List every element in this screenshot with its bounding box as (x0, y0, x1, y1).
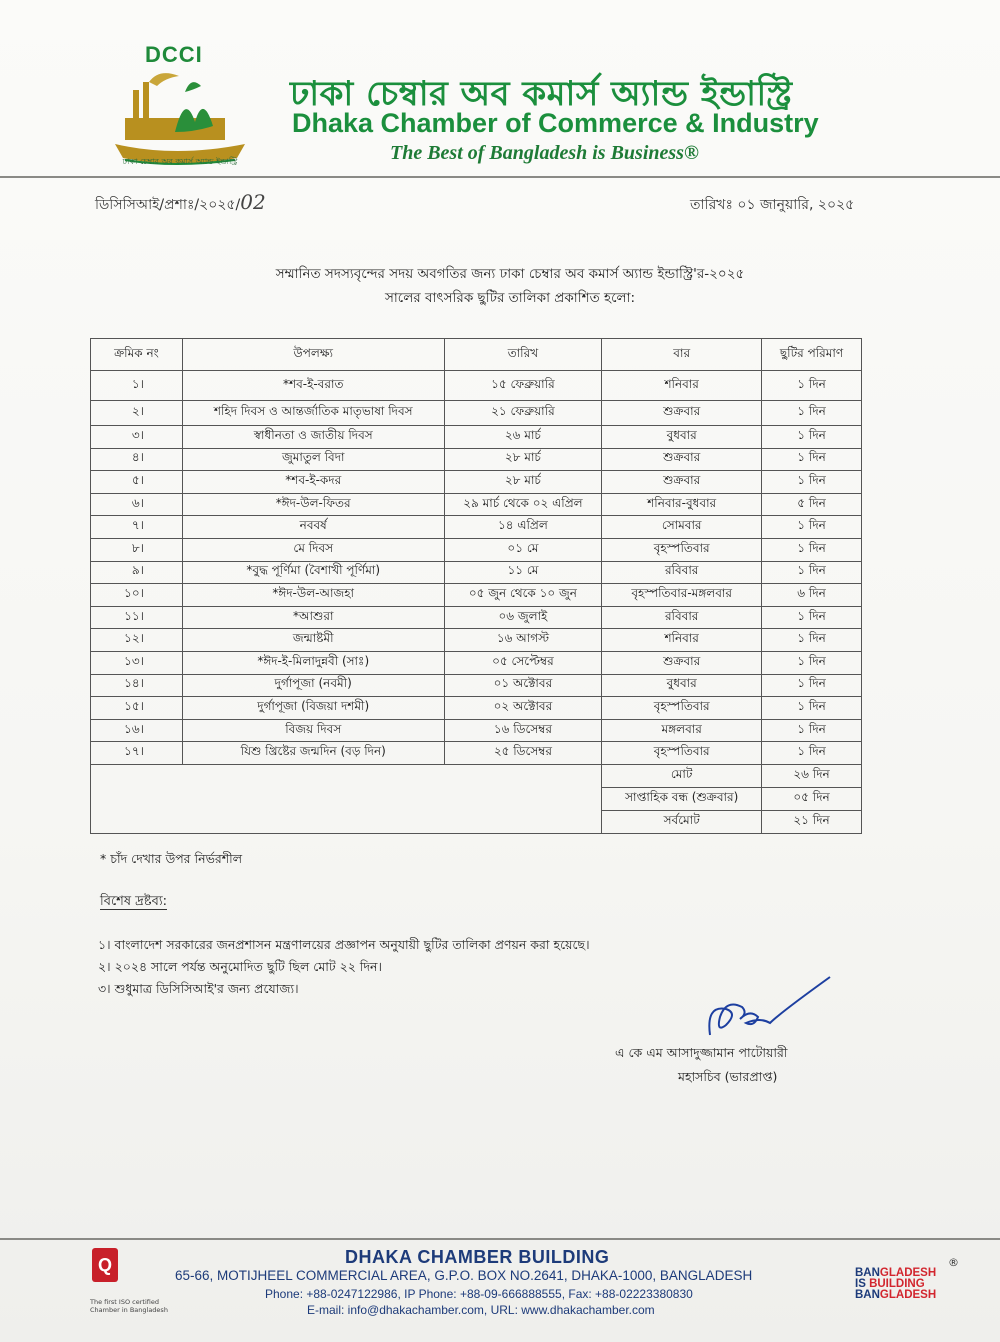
table-row (91, 584, 862, 607)
table-row (91, 426, 862, 449)
reference-prefix: ডিসিসিআই/প্রশাঃ/২০২৫/ (95, 197, 241, 213)
cell-serial: ২। (91, 401, 183, 426)
cell-occasion: দুর্গাপূজা (বিজয়া দশমী) (182, 697, 444, 720)
cell-serial: ৪। (91, 448, 183, 471)
header-divider (0, 176, 1000, 178)
cell-date: ০৫ সেপ্টেম্বর (444, 651, 602, 674)
table-row (91, 742, 862, 765)
summary-row-weekly (91, 787, 862, 810)
cell-day: সোমবার (602, 516, 762, 539)
title-bengali: ঢাকা চেম্বার অব কমার্স অ্যান্ড ইন্ডাস্ট্রি (290, 74, 793, 114)
table-row (91, 371, 862, 401)
cell-amount: ৬ দিন (762, 584, 862, 607)
cell-occasion: *শব-ই-কদর (182, 471, 444, 494)
cell-occasion: দুর্গাপূজা (নবমী) (182, 674, 444, 697)
cell-day: শুক্রবার (602, 448, 762, 471)
table-header-row (91, 339, 862, 371)
cell-serial: ১৫। (91, 697, 183, 720)
cell-serial: ১০। (91, 584, 183, 607)
cell-amount: ১ দিন (762, 538, 862, 561)
cell-occasion: *ঈদ-ই-মিলাদুন্নবী (সাঃ) (182, 651, 444, 674)
table-row (91, 674, 862, 697)
cell-occasion: *আশুরা (182, 606, 444, 629)
iso-q-badge-icon: Q (92, 1248, 118, 1282)
cell-date: ২৮ মার্চ (444, 448, 602, 471)
table-row (91, 401, 862, 426)
header-day: বার (602, 339, 762, 371)
reference-handwritten-number: 02 (240, 190, 266, 214)
cell-day: বৃহস্পতিবার (602, 742, 762, 765)
table-row (91, 719, 862, 742)
summary-label: সাপ্তাহিক বন্ধ (শুক্রবার) (602, 787, 762, 810)
title-english: Dhaka Chamber of Commerce & Industry (292, 108, 819, 138)
footer-divider (0, 1238, 1000, 1240)
campaign-line-2: IS BUILDING (855, 1278, 925, 1290)
header-date: তারিখ (444, 339, 602, 371)
cell-day: শনিবার-বুধবার (602, 493, 762, 516)
table-row (91, 493, 862, 516)
table-row (91, 651, 862, 674)
cell-amount: ১ দিন (762, 629, 862, 652)
cell-serial: ১৪। (91, 674, 183, 697)
holiday-table (90, 338, 862, 834)
cell-day: বুধবার (602, 426, 762, 449)
list-item: ২। ২০২৪ সালে পর্যন্ত অনুমোদিত ছুটি ছিল মোট ২২ দিন। (98, 959, 382, 974)
summary-row-grand-total (91, 810, 862, 833)
header-serial: ক্রমিক নং (91, 339, 183, 371)
cell-amount: ১ দিন (762, 448, 862, 471)
cell-amount: ৫ দিন (762, 493, 862, 516)
table-row (91, 471, 862, 494)
cell-day: শুক্রবার (602, 471, 762, 494)
campaign-line-1: BANGLADESH (855, 1267, 937, 1279)
logo-caption: ঢাকা চেম্বার অব কমার্স অ্যান্ড ইন্ডাস্ট্রি (122, 157, 238, 166)
cell-day: শনিবার (602, 629, 762, 652)
cell-occasion: *ঈদ-উল-আজহা (182, 584, 444, 607)
cell-amount: ১ দিন (762, 401, 862, 426)
cell-date: ১৪ এপ্রিল (444, 516, 602, 539)
cell-date: ০২ অক্টোবর (444, 697, 602, 720)
registered-mark: ® (948, 1256, 959, 1269)
cell-date: ১৫ ফেব্রুয়ারি (444, 371, 602, 401)
cell-occasion: নববর্ষ (182, 516, 444, 539)
cell-amount: ১ দিন (762, 606, 862, 629)
cell-date: ২১ ফেব্রুয়ারি (444, 401, 602, 426)
intro-line-2: সালের বাৎসরিক ছুটির তালিকা প্রকাশিত হলো: (384, 290, 636, 306)
summary-label: মোট (602, 764, 762, 787)
summary-label: সর্বমোট (602, 810, 762, 833)
list-item: ৩। শুধুমাত্র ডিসিসিআই'র জন্য প্রযোজ্য। (98, 981, 299, 996)
intro-paragraph (190, 262, 830, 310)
cell-date: ১১ মে (444, 561, 602, 584)
footer-building-name: DHAKA CHAMBER BUILDING (345, 1247, 610, 1267)
cell-occasion: স্বাধীনতা ও জাতীয় দিবস (182, 426, 444, 449)
cell-amount: ১ দিন (762, 516, 862, 539)
table-row (91, 697, 862, 720)
cell-amount: ১ দিন (762, 697, 862, 720)
signature-icon (700, 975, 850, 1055)
cell-occasion: বিজয় দিবস (182, 719, 444, 742)
table-row (91, 629, 862, 652)
cell-date: ২৬ মার্চ (444, 426, 602, 449)
cell-amount: ১ দিন (762, 651, 862, 674)
cell-date: ২৮ মার্চ (444, 471, 602, 494)
cell-serial: ১৬। (91, 719, 183, 742)
cell-serial: ১৭। (91, 742, 183, 765)
cell-day: বৃহস্পতিবার (602, 697, 762, 720)
table-body (91, 371, 862, 834)
cell-serial: ৯। (91, 561, 183, 584)
cell-serial: ১২। (91, 629, 183, 652)
signatory-name: এ কে এম আসাদুজ্জামান পাটোয়ারী (615, 1045, 788, 1060)
cell-date: ১৬ আগস্ট (444, 629, 602, 652)
cell-date: ১৬ ডিসেম্বর (444, 719, 602, 742)
cell-amount: ১ দিন (762, 471, 862, 494)
cell-date: ২৫ ডিসেম্বর (444, 742, 602, 765)
special-notes-label: বিশেষ দ্রষ্টব্য: (100, 894, 167, 909)
cell-day: বৃহস্পতিবার-মঙ্গলবার (602, 584, 762, 607)
summary-row-total (91, 764, 862, 787)
special-notes-list (98, 934, 590, 1000)
table-row (91, 516, 862, 539)
tagline: The Best of Bangladesh is Business® (390, 142, 699, 164)
table-row (91, 561, 862, 584)
cell-amount: ১ দিন (762, 742, 862, 765)
cell-serial: ১। (91, 371, 183, 401)
footer-email: E-mail: info@dhakachamber.com, URL: www.dhakachamber.com (307, 1303, 655, 1317)
header-amount: ছুটির পরিমাণ (762, 339, 862, 371)
cell-serial: ৭। (91, 516, 183, 539)
cell-occasion: শহিদ দিবস ও আন্তর্জাতিক মাতৃভাষা দিবস (182, 401, 444, 426)
cell-serial: ১১। (91, 606, 183, 629)
cell-day: বৃহস্পতিবার (602, 538, 762, 561)
cell-serial: ৫। (91, 471, 183, 494)
cell-occasion: জন্মাষ্টমী (182, 629, 444, 652)
cell-day: শুক্রবার (602, 651, 762, 674)
summary-amount: ২১ দিন (762, 810, 862, 833)
cell-day: রবিবার (602, 561, 762, 584)
cell-amount: ১ দিন (762, 719, 862, 742)
cell-amount: ১ দিন (762, 561, 862, 584)
cell-occasion: যিশু খ্রিষ্টের জন্মদিন (বড় দিন) (182, 742, 444, 765)
cell-occasion: *ঈদ-উল-ফিতর (182, 493, 444, 516)
signatory-title: মহাসচিব (ভারপ্রাপ্ত) (678, 1069, 778, 1084)
cell-date: ০৫ জুন থেকে ১০ জুন (444, 584, 602, 607)
cell-day: শনিবার (602, 371, 762, 401)
cell-amount: ১ দিন (762, 371, 862, 401)
letter-date: তারিখঃ ০১ জানুয়ারি, ২০২৫ (690, 197, 855, 213)
reference-number (95, 190, 266, 217)
summary-blank (91, 810, 602, 833)
cell-occasion: *শব-ই-বরাত (182, 371, 444, 401)
header-occasion: উপলক্ষ্য (182, 339, 444, 371)
cell-occasion: জুমাতুল বিদা (182, 448, 444, 471)
summary-amount: ২৬ দিন (762, 764, 862, 787)
cell-serial: ৮। (91, 538, 183, 561)
footer-address: 65-66, MOTIJHEEL COMMERCIAL AREA, G.P.O. BOX NO.2641, DHAKA-1000, BANGLADESH (175, 1268, 753, 1283)
cell-serial: ১৩। (91, 651, 183, 674)
cell-occasion: মে দিবস (182, 538, 444, 561)
table-row (91, 606, 862, 629)
cell-serial: ৩। (91, 426, 183, 449)
cell-serial: ৬। (91, 493, 183, 516)
cell-amount: ১ দিন (762, 426, 862, 449)
summary-blank (91, 764, 602, 787)
cell-day: রবিবার (602, 606, 762, 629)
cell-amount: ১ দিন (762, 674, 862, 697)
cell-date: ০৬ জুলাই (444, 606, 602, 629)
list-item: ১। বাংলাদেশ সরকারের জনপ্রশাসন মন্ত্রণালয়ের প্রজ্ঞাপন অনুযায়ী ছুটির তালিকা প্রণয়ন করা হয়েছে। (98, 937, 590, 952)
cell-day: বুধবার (602, 674, 762, 697)
bangladesh-is-building-bangladesh-logo (855, 1268, 936, 1301)
dcci-logo (105, 40, 255, 170)
iso-caption: The first ISO certified Chamber in Bangladesh (90, 1298, 168, 1314)
cell-date: ০১ অক্টোবর (444, 674, 602, 697)
moon-sighting-note: * চাঁদ দেখার উপর নির্ভরশীল (100, 851, 243, 866)
special-notes-title (100, 892, 167, 913)
footer-phone: Phone: +88-0247122986, IP Phone: +88-09-666888555, Fax: +88-02223380830 (265, 1287, 693, 1301)
table-row (91, 538, 862, 561)
cell-occasion: *বুদ্ধ পূর্ণিমা (বৈশাখী পূর্ণিমা) (182, 561, 444, 584)
cell-date: ০১ মে (444, 538, 602, 561)
campaign-line-3: BANGLADESH (855, 1289, 937, 1301)
summary-blank (91, 787, 602, 810)
cell-day: শুক্রবার (602, 401, 762, 426)
logo-acronym: DCCI (145, 42, 203, 67)
cell-date: ২৯ মার্চ থেকে ০২ এপ্রিল (444, 493, 602, 516)
intro-line-1: সম্মানিত সদস্যবৃন্দের সদয় অবগতির জন্য ঢাকা চেম্বার অব কমার্স অ্যান্ড ইন্ডাস্ট্রি'র-২০২৫ (275, 266, 745, 282)
summary-amount: ০৫ দিন (762, 787, 862, 810)
cell-day: মঙ্গলবার (602, 719, 762, 742)
table-row (91, 448, 862, 471)
